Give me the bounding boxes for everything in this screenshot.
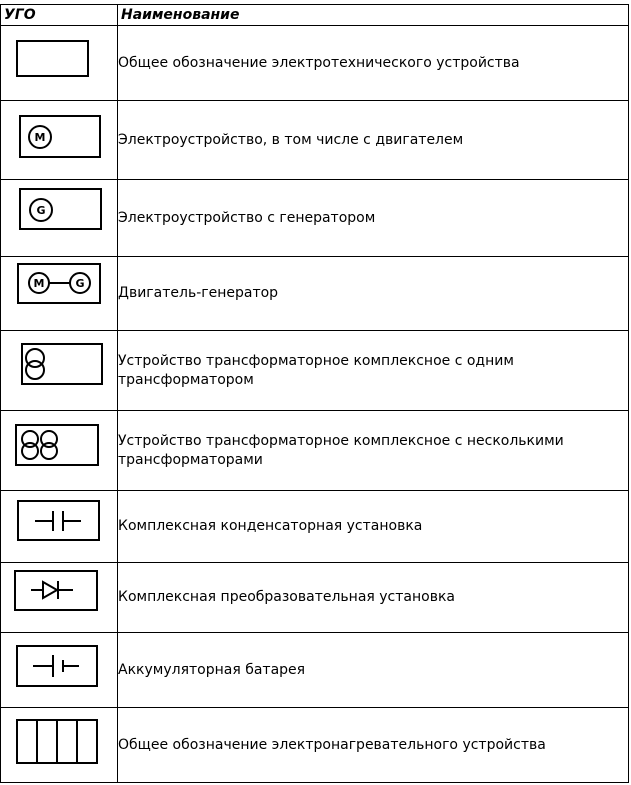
symbol-cell [1,411,118,491]
table-row [1,708,629,783]
table-row [1,257,629,331]
table-row [1,26,629,101]
transformer-icon [1,331,118,411]
motor-generator-icon [1,257,118,331]
heater-icon [1,708,118,783]
symbol-cell [1,708,118,783]
generator-glyph: G [36,204,46,217]
row-name: Общее обозначение электротехнического устройства [118,26,629,101]
symbol-cell [1,101,118,180]
diode-icon [1,563,118,633]
row-name: Комплексная конденсаторная установка [118,491,629,563]
symbol-cell [1,257,118,331]
header-symbol: УГО [1,5,118,26]
motor-icon [1,101,118,180]
rect-icon [1,26,118,101]
symbol-cell [1,633,118,708]
row-name: Электроустройство, в том числе с двигателем [118,101,629,180]
table-row [1,180,629,257]
row-name: Устройство трансформаторное комплексное с одним трансформатором [118,331,629,411]
symbol-cell [1,491,118,563]
symbol-cell [1,26,118,101]
header-row [1,5,629,26]
symbol-cell [1,331,118,411]
table-row [1,411,629,491]
table-row [1,491,629,563]
motor-glyph: M [34,131,46,144]
ugo-table [0,4,629,783]
row-name: Общее обозначение электронагревательного устройства [118,708,629,783]
generator-icon [1,180,118,257]
battery-icon [1,633,118,708]
header-name: Наименование [118,5,629,26]
row-name: Двигатель-генератор [118,257,629,331]
motor-glyph: M [33,277,45,290]
row-name: Комплексная преобразовательная установка [118,563,629,633]
row-name: Устройство трансформаторное комплексное с несколькими трансформаторами [118,411,629,491]
multi-transformer-icon [1,411,118,491]
table-row [1,101,629,180]
table-row [1,331,629,411]
table-row [1,563,629,633]
generator-glyph: G [75,277,85,290]
capacitor-icon [1,491,118,563]
symbol-cell [1,563,118,633]
table-row [1,633,629,708]
row-name: Аккумуляторная батарея [118,633,629,708]
symbol-cell [1,180,118,257]
row-name: Электроустройство с генератором [118,180,629,257]
